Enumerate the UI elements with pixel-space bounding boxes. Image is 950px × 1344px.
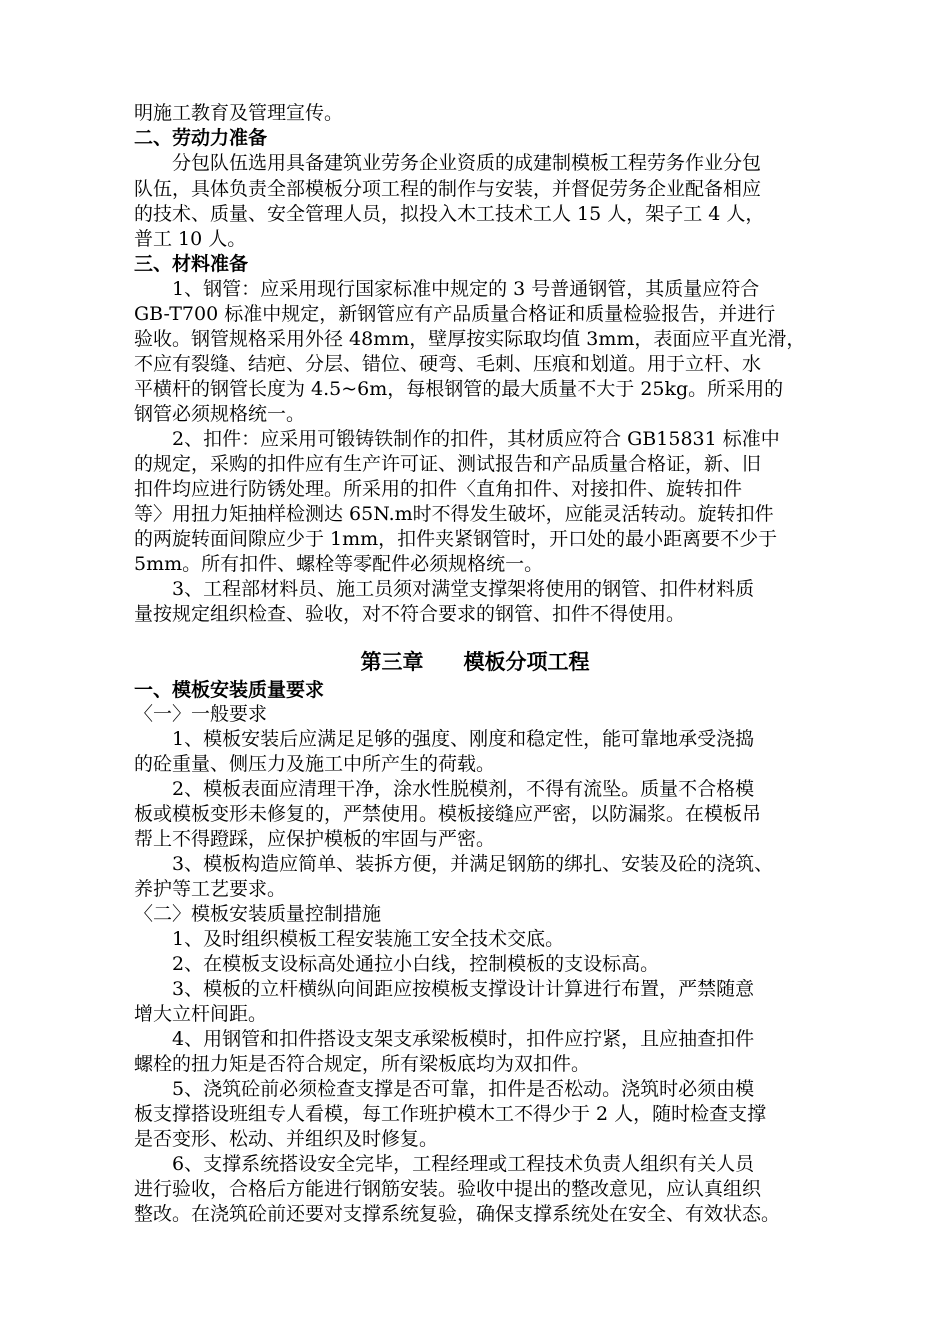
paragraph-line: 的技术、质量、安全管理人员，拟投入木工技术工人 15 人，架子工 4 人，	[134, 203, 765, 225]
paragraph-line: 板支撑搭设班组专人看模，每工作班护模木工不得少于 2 人，随时检查支撑	[134, 1103, 767, 1125]
paragraph-line: 的砼重量、侧压力及施工中所产生的荷载。	[134, 753, 496, 775]
paragraph-line: 扣件均应进行防锈处理。所采用的扣件〈直角扣件、对接扣件、旋转扣件	[134, 478, 743, 500]
paragraph-line: 2、在模板支设标高处通拉小白线，控制模板的支设标高。	[134, 953, 660, 975]
paragraph-line: 养护等工艺要求。	[134, 878, 287, 900]
paragraph-line: 分包队伍选用具备建筑业劳务企业资质的成建制模板工程劳务作业分包	[134, 152, 762, 174]
paragraph-line: 1、及时组织模板工程安装施工安全技术交底。	[134, 928, 565, 950]
paragraph-line: 5mm。所有扣件、螺栓等零配件必须规格统一。	[134, 553, 544, 575]
paragraph-line: 帮上不得蹬踩，应保护模板的牢固与严密。	[134, 828, 496, 850]
paragraph-line: 板或模板变形未修复的，严禁使用。模板接缝应严密，以防漏浆。在模板吊	[134, 803, 762, 825]
paragraph-line: 1、模板安装后应满足足够的强度、刚度和稳定性，能可靠地承受浇捣	[134, 728, 755, 750]
paragraph-line: 整改。在浇筑砼前还要对支撑系统复验，确保支撑系统处在安全、有效状态。	[134, 1203, 781, 1225]
paragraph-line: 4、用钢管和扣件搭设支架支承梁板模时，扣件应拧紧，且应抽查扣件	[134, 1028, 755, 1050]
paragraph-line: 增大立杆间距。	[134, 1003, 268, 1025]
paragraph-line: 6、支撑系统搭设安全完毕，工程经理或工程技术负责人组织有关人员	[134, 1153, 755, 1175]
paragraph-line: 明施工教育及管理宣传。	[134, 102, 344, 124]
subsection-heading: 〈二〉模板安装质量控制措施	[134, 903, 382, 925]
subsection-heading: 〈一〉一般要求	[134, 703, 268, 725]
paragraph-line: 5、浇筑砼前必须检查支撑是否可靠，扣件是否松动。浇筑时必须由模	[134, 1078, 755, 1100]
paragraph-line: 3、模板的立杆横纵向间距应按模板支撑设计计算进行布置，严禁随意	[134, 978, 755, 1000]
paragraph-line: GB-T700 标准中规定，新钢管应有产品质量合格证和质量检验报告，并进行	[134, 303, 776, 325]
section-heading-materials: 三、材料准备	[134, 253, 249, 275]
paragraph-line: 验收。钢管规格采用外径 48mm，壁厚按实际取均值 3mm，表面应平直光滑，	[134, 328, 806, 350]
section-heading-labor: 二、劳动力准备	[134, 127, 268, 149]
chapter-name: 模板分项工程	[463, 650, 590, 674]
paragraph-line: 的两旋转面间隙应少于 1mm，扣件夹紧钢管时，开口处的最小距离要不少于	[134, 528, 778, 550]
paragraph-line: 的规定，采购的扣件应有生产许可证、测试报告和产品质量合格证，新、旧	[134, 453, 762, 475]
paragraph-line: 钢管必须规格统一。	[134, 403, 306, 425]
paragraph-line: 螺栓的扭力矩是否符合规定，所有梁板底均为双扣件。	[134, 1053, 591, 1075]
chapter-number: 第三章	[360, 650, 424, 674]
paragraph-line: 量按规定组织检查、验收，对不符合要求的钢管、扣件不得使用。	[134, 603, 686, 625]
paragraph-line: 2、扣件：应采用可锻铸铁制作的扣件，其材质应符合 GB15831 标准中	[134, 428, 780, 450]
paragraph-line: 普工 10 人。	[134, 228, 247, 250]
paragraph-line: 3、模板构造应简单、装拆方便，并满足钢筋的绑扎、安装及砼的浇筑、	[134, 853, 774, 875]
paragraph-line: 进行验收，合格后方能进行钢筋安装。验收中提出的整改意见，应认真组织	[134, 1178, 762, 1200]
paragraph-line: 不应有裂缝、结疤、分层、错位、硬弯、毛刺、压痕和划道。用于立杆、水	[134, 353, 762, 375]
paragraph-line: 1、钢管：应采用现行国家标准中规定的 3 号普通钢管，其质量应符合	[134, 278, 760, 300]
chapter-title	[0, 648, 950, 676]
paragraph-line: 是否变形、松动、并组织及时修复。	[134, 1128, 439, 1150]
paragraph-line: 2、模板表面应清理干净，涂水性脱模剂，不得有流坠。质量不合格模	[134, 778, 755, 800]
section-heading-quality: 一、模板安装质量要求	[134, 679, 325, 701]
paragraph-line: 等〉用扭力矩抽样检测达 65N.m时不得发生破坏，应能灵活转动。旋转扣件	[134, 503, 774, 525]
paragraph-line: 3、工程部材料员、施工员须对满堂支撑架将使用的钢管、扣件材料质	[134, 578, 755, 600]
paragraph-line: 队伍，具体负责全部模板分项工程的制作与安装，并督促劳务企业配备相应	[134, 178, 762, 200]
paragraph-line: 平横杆的钢管长度为 4.5~6m，每根钢管的最大质量不大于 25kg。所采用的	[134, 378, 784, 400]
